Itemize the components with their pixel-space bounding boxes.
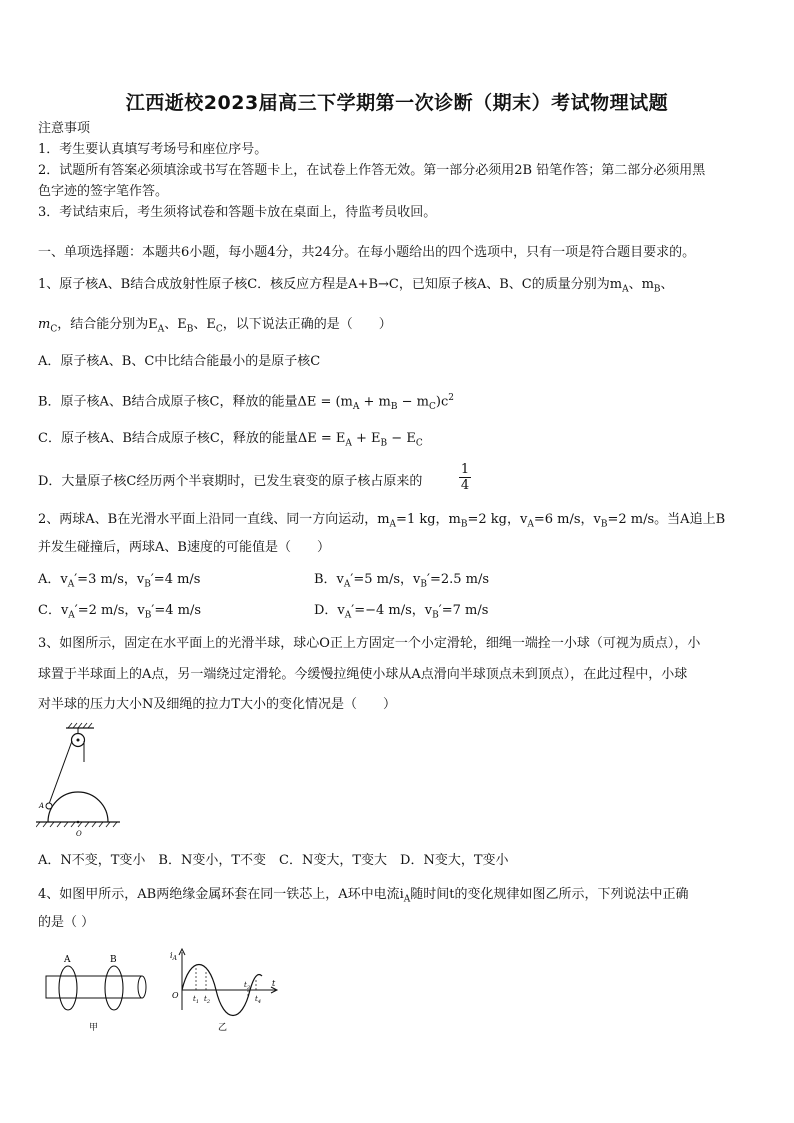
q1-sub: A: [345, 438, 352, 449]
q2-sub: A: [389, 519, 397, 530]
q1-sub: B: [186, 324, 194, 335]
label-t1: $t_1$: [193, 995, 200, 1005]
q2-sub: B: [460, 519, 468, 530]
q2-text: =6 m/s，v: [533, 512, 601, 527]
label-t3: $t_3$: [244, 981, 251, 991]
q2-text: ′=2.5 m/s: [427, 572, 490, 587]
q2-text: D．v: [314, 603, 345, 618]
label-ring-a: A: [64, 955, 71, 965]
q1-text: ，结合能分别为E: [57, 317, 158, 332]
notice-item-3: 3．考试结束后，考生须将试卷和答题卡放在桌面上，待监考员收回。: [38, 205, 437, 220]
q3-options: A．N不变，T变小 B．N变小，T不变 C．N变大，T变大 D．N变大，T变小: [38, 853, 509, 868]
q2-text: C．v: [38, 603, 69, 618]
q1-text: 、E: [164, 317, 187, 332]
q1-sub: A: [352, 401, 360, 412]
q1-stem-line2: [38, 315, 392, 340]
q2-text: ′=5 m/s，v: [350, 572, 421, 587]
q2-sub: B: [432, 610, 439, 621]
q2-sub: B: [600, 519, 608, 530]
label-o: O: [76, 830, 82, 838]
center-point: [77, 821, 80, 824]
q1-sub: C: [215, 324, 223, 335]
pulley-axle: [77, 739, 80, 742]
q2-option-d: [314, 601, 488, 626]
ground-hatch: [36, 822, 117, 827]
q2-stem-line2: 并发生碰撞后，两球A、B速度的可能值是（ ）: [38, 540, 330, 555]
q2-sub: A: [343, 579, 351, 590]
ceiling-hatch: [68, 723, 92, 728]
q4-sub: A: [403, 894, 411, 905]
q1-option-b: [38, 388, 454, 417]
q1-sup: 2: [448, 393, 454, 403]
q2-text: ′=4 m/s: [151, 603, 202, 618]
label-a: A: [39, 802, 45, 810]
q3-stem-line1: 3、如图所示，固定在水平面上的光滑半球，球心O正上方固定一个小定滑轮，细绳一端拴一小球（可视为质点），小: [38, 636, 701, 651]
q3-stem-line2: 球置于半球面上的A点，另一端绕过定滑轮。今缓慢拉绳使小球从A点滑向半球顶点未到顶点），在此过程中，小球: [38, 667, 688, 682]
q1-fraction-den: 4: [460, 478, 470, 493]
q2-option-c: [38, 601, 201, 626]
q2-text: 2、两球A、B在光滑水平面上沿同一直线、同一方向运动，m: [38, 512, 390, 527]
q1-option-a: A．原子核A、B、C中比结合能最小的是原子核C: [38, 354, 321, 369]
q2-sub: A: [527, 519, 534, 530]
q4-figure-jia: [40, 950, 152, 1038]
q4-text: 随时间t的变化规律如图乙所示，下列说法中正确: [410, 887, 689, 902]
caption-yi: 乙: [218, 1023, 228, 1033]
caption-jia: 甲: [89, 1023, 99, 1033]
q1-sub: B: [380, 438, 388, 449]
q2-sub: B: [420, 579, 428, 590]
q2-text: =2 kg，v: [467, 512, 528, 527]
q1-text: C．原子核A、B结合成原子核C，释放的能量ΔE = E: [38, 431, 346, 446]
notice-item-2-cont: 色字迹的签字笔作答。: [38, 184, 169, 199]
q2-text: ′=7 m/s: [438, 603, 489, 618]
rope-line: [49, 741, 72, 804]
label-t: t: [272, 979, 276, 988]
q2-text: =1 kg，m: [396, 512, 461, 527]
q1-sub: A: [622, 284, 629, 295]
q2-text: A．v: [38, 572, 68, 587]
q1-sub: B: [390, 401, 398, 412]
q1-sub: C: [428, 401, 436, 412]
q2-option-a: [38, 570, 200, 595]
q4-stem-line2: 的是（ ）: [38, 915, 95, 930]
q2-text: ′=4 m/s: [150, 572, 201, 587]
label-t2: $t_2$: [204, 995, 211, 1005]
q2-sub: A: [68, 610, 75, 621]
q3-pulley-hemisphere-figure: [36, 722, 132, 842]
q2-option-b: [314, 570, 489, 595]
q1-fraction: [459, 462, 471, 493]
q2-sub: B: [144, 579, 151, 590]
ball-icon: [46, 803, 52, 809]
q1-sub: A: [157, 324, 165, 335]
q1-text: + E: [351, 431, 381, 446]
q4-figure-yi: [168, 946, 280, 1038]
q1-text: 1、原子核A、B结合成放射性原子核C．核反应方程是A+B→C，已知原子核A、B、C的质量分别为m: [38, 277, 623, 292]
q2-stem-line1: [38, 510, 725, 535]
notice-heading: 注意事项: [38, 121, 91, 136]
q1-text: − E: [387, 431, 416, 446]
iron-core-end: [138, 976, 146, 998]
q1-text: )c: [435, 394, 449, 410]
label-ring-b: B: [110, 955, 117, 965]
q2-text: =2 m/s。当A追上B: [607, 512, 726, 527]
q1-option-c: [38, 429, 423, 454]
q2-text: ′=−4 m/s，v: [351, 603, 433, 618]
q1-text: 、: [660, 277, 674, 292]
q1-sub: C: [415, 438, 423, 449]
q2-sub: A: [67, 579, 75, 590]
q1-sub: B: [653, 284, 661, 295]
q2-sub: A: [344, 610, 352, 621]
q1-text: 、m: [628, 277, 654, 292]
q1-text: m: [38, 317, 51, 332]
q1-text: 、E: [193, 317, 216, 332]
hemisphere-arc: [48, 792, 108, 822]
q4-text: 4、如图甲所示，AB两绝缘金属环套在同一铁芯上，A环中电流i: [38, 887, 404, 902]
notice-item-2: 2．试题所有答案必须填涂或书写在答题卡上，在试卷上作答无效。第一部分必须用2B 铅笔作答；第二部分必须用黑: [38, 163, 706, 178]
q3-stem-line3: 对半球的压力大小N及细绳的拉力T大小的变化情况是（ ）: [38, 697, 397, 712]
q4-stem-line1: [38, 885, 689, 910]
q1-text: B．原子核A、B结合成原子核C，释放的能量ΔE = (m: [38, 394, 353, 410]
label-t4: $t_4$: [255, 995, 262, 1005]
label-ia: $i_A$: [170, 951, 177, 962]
q1-stem-line1: [38, 275, 674, 300]
q1-text: + m: [359, 394, 391, 410]
q1-sub: C: [50, 324, 58, 335]
section-heading: 一、单项选择题：本题共6小题，每小题4分，共24分。在每小题给出的四个选项中，只有一项是符合题目要求的。: [38, 245, 696, 260]
q1-fraction-num: 1: [460, 462, 470, 477]
q1-option-d: D．大量原子核C经历两个半衰期时，已发生衰变的原子核占原来的: [38, 474, 423, 489]
q1-text: ，以下说法正确的是（ ）: [222, 317, 392, 332]
q2-text: ′=2 m/s，v: [74, 603, 145, 618]
q2-sub: B: [144, 610, 152, 621]
page-title: 江西逝校2023届高三下学期第一次诊断（期末）考试物理试题: [125, 92, 669, 114]
q2-text: B．v: [314, 572, 344, 587]
iron-core: [46, 976, 142, 998]
label-origin: O: [172, 991, 179, 1000]
q2-text: ′=3 m/s，v: [74, 572, 145, 587]
q1-text: − m: [397, 394, 429, 410]
notice-item-1: 1．考生要认真填写考场号和座位序号。: [38, 142, 268, 157]
